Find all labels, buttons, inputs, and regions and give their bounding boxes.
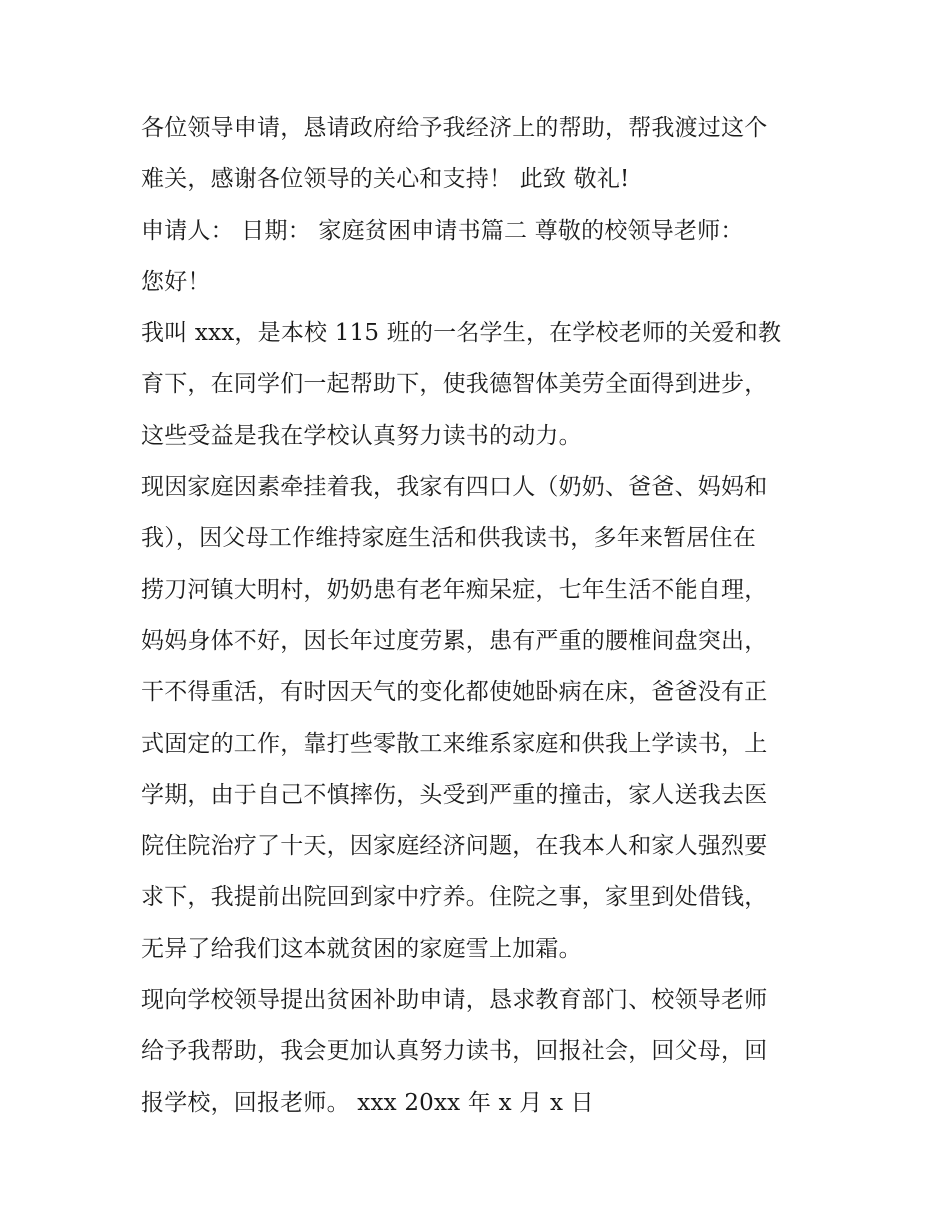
text-line: 式固定的工作，靠打些零散工来维系家庭和供我上学读书，上 bbox=[141, 730, 768, 757]
text-line: 给予我帮助，我会更加认真努力读书，回报社会，回父母，回 bbox=[141, 1038, 768, 1065]
text-line: 育下，在同学们一起帮助下，使我德智体美劳全面得到进步， bbox=[141, 371, 768, 398]
text-line: 各位领导申请，恳请政府给予我经济上的帮助，帮我渡过这个 bbox=[141, 115, 768, 141]
document-body bbox=[141, 103, 821, 1129]
text-line: 现向学校领导提出贫困补助申请，恳求教育部门、校领导老师 bbox=[141, 987, 768, 1014]
text-line: 我），因父母工作维持家庭生活和供我读书，多年来暂居住在 bbox=[141, 525, 756, 552]
text-line: 这些受益是我在学校认真努力读书的动力。 bbox=[141, 422, 582, 449]
text-line: 院住院治疗了十天，因家庭经济问题，在我本人和家人强烈要 bbox=[141, 833, 768, 860]
text-line: 现因家庭因素牵挂着我，我家有四口人（奶奶、爸爸、妈妈和 bbox=[141, 474, 768, 501]
text-line: 无异了给我们这本就贫困的家庭雪上加霜。 bbox=[141, 935, 582, 962]
text-line: 求下，我提前出院回到家中疗养。住院之事，家里到处借钱， bbox=[141, 884, 768, 911]
text-line: 捞刀河镇大明村，奶奶患有老年痴呆症，七年生活不能自理， bbox=[141, 576, 768, 603]
text-line: 难关，感谢各位领导的关心和支持！ 此致 敬礼! bbox=[141, 166, 630, 193]
text-line: 干不得重活，有时因天气的变化都使她卧病在床，爸爸没有正 bbox=[141, 679, 768, 706]
text-line: 报学校，回报老师。 xxx 20xx 年 x 月 x 日 bbox=[141, 1089, 594, 1116]
text-line: 妈妈身体不好，因长年过度劳累，患有严重的腰椎间盘突出， bbox=[141, 627, 768, 654]
text-line: 您好！ bbox=[141, 268, 211, 295]
text-line: 我叫 xxx，是本校 115 班的一名学生，在学校老师的关爱和教 bbox=[141, 320, 782, 347]
text-line: 申请人： 日期： 家庭贫困申请书篇二 尊敬的校领导老师： bbox=[141, 217, 744, 244]
text-line: 学期，由于自己不慎摔伤，头受到严重的撞击，家人送我去医 bbox=[141, 781, 768, 808]
